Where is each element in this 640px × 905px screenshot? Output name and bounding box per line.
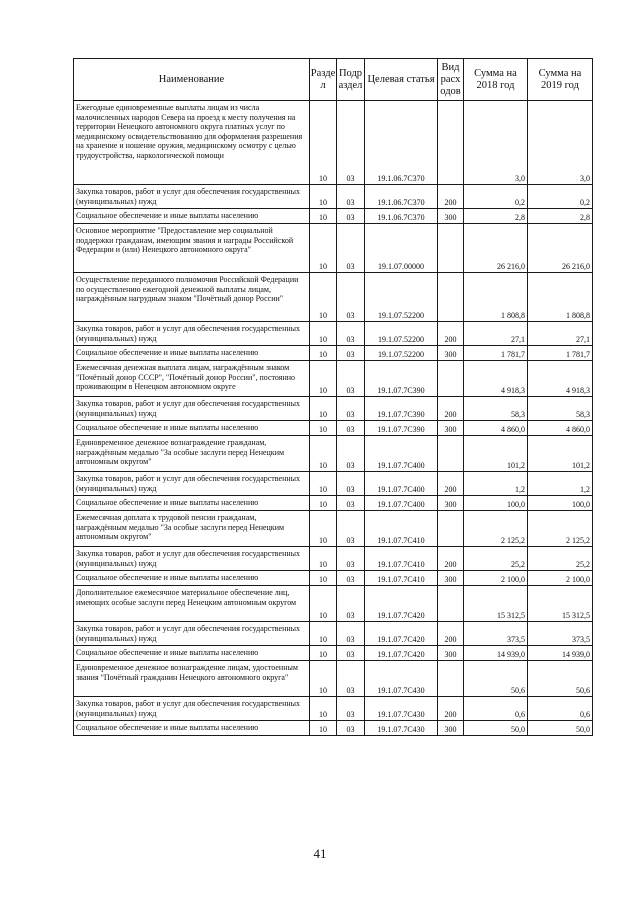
row-name-text: Осуществление переданного полномочия Российской Федерации по осуществлению ежегодной денежной выплаты лицам, награждённым нагрудным знаком "Почётный донор России" — [76, 275, 299, 303]
header-section: Разде л — [310, 59, 337, 101]
row-sum-2019: 373,5 — [528, 622, 593, 646]
table-row — [74, 697, 593, 721]
table-header-row — [74, 59, 593, 101]
row-sum-2019: 26 216,0 — [528, 224, 593, 273]
row-target: 19.1.07.7С390 — [365, 397, 438, 421]
row-sum-2019: 0,2 — [528, 185, 593, 209]
row-sum-2018: 101,2 — [464, 436, 528, 472]
table-row — [74, 346, 593, 361]
row-sum-2019: 3,0 — [528, 101, 593, 185]
header-sum-2019: Сумма на 2019 год — [528, 59, 593, 101]
row-subsection: 03 — [337, 586, 365, 622]
row-name-text: Социальное обеспечение и иные выплаты населению — [76, 211, 259, 220]
row-name — [74, 661, 310, 697]
row-target: 19.1.07.7С420 — [365, 622, 438, 646]
row-section: 10 — [310, 397, 337, 421]
header-sum-2018: Сумма на 2018 год — [464, 59, 528, 101]
row-subsection: 03 — [337, 421, 365, 436]
row-sum-2018: 373,5 — [464, 622, 528, 646]
row-name-text: Закупка товаров, работ и услуг для обеспечения государственных (муниципальных) нужд — [76, 399, 301, 418]
table-row — [74, 547, 593, 571]
row-target: 19.1.07.7С400 — [365, 472, 438, 496]
row-sum-2018: 26 216,0 — [464, 224, 528, 273]
table-row — [74, 397, 593, 421]
row-expense-type — [438, 361, 464, 397]
row-sum-2018: 1 781,7 — [464, 346, 528, 361]
table-row — [74, 571, 593, 586]
row-section: 10 — [310, 571, 337, 586]
row-subsection: 03 — [337, 224, 365, 273]
row-name-text: Закупка товаров, работ и услуг для обеспечения государственных (муниципальных) нужд — [76, 324, 301, 343]
row-sum-2018: 1 808,8 — [464, 273, 528, 322]
row-sum-2018: 1,2 — [464, 472, 528, 496]
row-target: 19.1.07.7С410 — [365, 571, 438, 586]
row-target: 19.1.07.7С390 — [365, 361, 438, 397]
row-expense-type: 200 — [438, 622, 464, 646]
row-name-text: Закупка товаров, работ и услуг для обеспечения государственных (муниципальных) нужд — [76, 624, 301, 643]
table-row — [74, 646, 593, 661]
row-sum-2019: 4 860,0 — [528, 421, 593, 436]
row-sum-2018: 3,0 — [464, 101, 528, 185]
row-name-text: Социальное обеспечение и иные выплаты населению — [76, 573, 259, 582]
row-name-text: Социальное обеспечение и иные выплаты населению — [76, 723, 259, 732]
row-subsection: 03 — [337, 436, 365, 472]
row-name — [74, 622, 310, 646]
row-sum-2019: 58,3 — [528, 397, 593, 421]
row-subsection: 03 — [337, 209, 365, 224]
row-section: 10 — [310, 101, 337, 185]
row-expense-type — [438, 511, 464, 547]
row-sum-2019: 0,6 — [528, 697, 593, 721]
row-expense-type — [438, 224, 464, 273]
table-row — [74, 586, 593, 622]
row-sum-2018: 4 860,0 — [464, 421, 528, 436]
row-name-text: Ежемесячная денежная выплата лицам, награждённым знаком "Почётный донор СССР", "Почётный донор России", постоянно проживающим в Ненецком автономном округе — [76, 363, 296, 391]
row-expense-type: 300 — [438, 496, 464, 511]
row-sum-2018: 50,0 — [464, 721, 528, 736]
row-sum-2019: 2 100,0 — [528, 571, 593, 586]
row-target: 19.1.07.7С400 — [365, 496, 438, 511]
row-subsection: 03 — [337, 661, 365, 697]
row-target: 19.1.07.7С430 — [365, 697, 438, 721]
row-subsection: 03 — [337, 547, 365, 571]
table-row — [74, 322, 593, 346]
row-section: 10 — [310, 436, 337, 472]
row-sum-2019: 4 918,3 — [528, 361, 593, 397]
row-name-text: Социальное обеспечение и иные выплаты населению — [76, 498, 259, 507]
row-subsection: 03 — [337, 697, 365, 721]
table-row — [74, 511, 593, 547]
row-section: 10 — [310, 586, 337, 622]
row-name — [74, 346, 310, 361]
row-section: 10 — [310, 472, 337, 496]
row-expense-type: 300 — [438, 346, 464, 361]
row-sum-2019: 2 125,2 — [528, 511, 593, 547]
row-sum-2019: 25,2 — [528, 547, 593, 571]
table-row — [74, 421, 593, 436]
row-expense-type: 200 — [438, 397, 464, 421]
row-name — [74, 646, 310, 661]
row-sum-2019: 50,0 — [528, 721, 593, 736]
row-section: 10 — [310, 361, 337, 397]
row-name — [74, 185, 310, 209]
row-name-text: Единовременное денежное вознаграждение лицам, удостоенным звания "Почётный гражданин Ненецкого автономного округа" — [76, 663, 298, 682]
row-target: 19.1.06.7С370 — [365, 101, 438, 185]
page-number: 41 — [313, 846, 327, 861]
row-target: 19.1.07.7С410 — [365, 547, 438, 571]
row-target: 19.1.07.7С410 — [365, 511, 438, 547]
row-target: 19.1.07.7С430 — [365, 661, 438, 697]
table-row — [74, 661, 593, 697]
row-name — [74, 361, 310, 397]
row-sum-2018: 15 312,5 — [464, 586, 528, 622]
row-expense-type: 300 — [438, 571, 464, 586]
row-target: 19.1.07.00000 — [365, 224, 438, 273]
row-subsection: 03 — [337, 622, 365, 646]
row-sum-2019: 14 939,0 — [528, 646, 593, 661]
row-expense-type: 200 — [438, 322, 464, 346]
row-name — [74, 511, 310, 547]
row-name-text: Единовременное денежное вознаграждение гражданам, награждённым медалью "За особые заслуги перед Ненецким автономным округом" — [76, 438, 285, 466]
row-name-text: Закупка товаров, работ и услуг для обеспечения государственных (муниципальных) нужд — [76, 187, 301, 206]
row-section: 10 — [310, 224, 337, 273]
row-name — [74, 721, 310, 736]
row-expense-type: 200 — [438, 697, 464, 721]
row-sum-2018: 14 939,0 — [464, 646, 528, 661]
row-subsection: 03 — [337, 571, 365, 586]
row-sum-2019: 1 781,7 — [528, 346, 593, 361]
row-expense-type — [438, 661, 464, 697]
row-sum-2018: 25,2 — [464, 547, 528, 571]
row-target: 19.1.07.7С420 — [365, 646, 438, 661]
row-name-text: Дополнительное ежемесячное материальное обеспечение лиц, имеющих особые заслуги перед Ненецким автономным округом — [76, 588, 297, 607]
row-name — [74, 496, 310, 511]
row-name — [74, 273, 310, 322]
row-name-text: Закупка товаров, работ и услуг для обеспечения государственных (муниципальных) нужд — [76, 699, 301, 718]
row-name — [74, 209, 310, 224]
row-subsection: 03 — [337, 361, 365, 397]
budget-table — [73, 58, 593, 736]
row-sum-2019: 27,1 — [528, 322, 593, 346]
row-name-text: Социальное обеспечение и иные выплаты населению — [76, 648, 259, 657]
row-sum-2018: 0,2 — [464, 185, 528, 209]
table-row — [74, 496, 593, 511]
row-sum-2018: 4 918,3 — [464, 361, 528, 397]
row-target: 19.1.07.52200 — [365, 322, 438, 346]
row-target: 19.1.07.7С430 — [365, 721, 438, 736]
row-expense-type: 300 — [438, 209, 464, 224]
row-expense-type: 200 — [438, 185, 464, 209]
row-sum-2019: 15 312,5 — [528, 586, 593, 622]
row-target: 19.1.07.7С390 — [365, 421, 438, 436]
row-name — [74, 322, 310, 346]
row-name — [74, 224, 310, 273]
header-expense-type: Вид расх одов — [438, 59, 464, 101]
row-expense-type: 300 — [438, 421, 464, 436]
row-name — [74, 547, 310, 571]
row-section: 10 — [310, 547, 337, 571]
row-expense-type: 300 — [438, 721, 464, 736]
table-row — [74, 622, 593, 646]
row-target: 19.1.07.7С400 — [365, 436, 438, 472]
row-target: 19.1.07.52200 — [365, 273, 438, 322]
row-expense-type: 200 — [438, 547, 464, 571]
row-sum-2019: 101,2 — [528, 436, 593, 472]
row-name-text: Основное мероприятие "Предоставление мер социальной поддержки гражданам, имеющим звания и награды Российской Федерации и (или) Ненецкого автономного округа" — [76, 226, 294, 254]
row-subsection: 03 — [337, 397, 365, 421]
row-name — [74, 101, 310, 185]
row-target: 19.1.07.7С420 — [365, 586, 438, 622]
row-target: 19.1.06.7С370 — [365, 185, 438, 209]
row-sum-2018: 58,3 — [464, 397, 528, 421]
row-expense-type — [438, 273, 464, 322]
table-row — [74, 721, 593, 736]
row-section: 10 — [310, 346, 337, 361]
row-sum-2018: 0,6 — [464, 697, 528, 721]
row-expense-type — [438, 586, 464, 622]
row-section: 10 — [310, 421, 337, 436]
row-section: 10 — [310, 622, 337, 646]
row-expense-type — [438, 436, 464, 472]
table-row — [74, 472, 593, 496]
row-section: 10 — [310, 496, 337, 511]
row-expense-type — [438, 101, 464, 185]
row-sum-2019: 100,0 — [528, 496, 593, 511]
row-section: 10 — [310, 697, 337, 721]
row-subsection: 03 — [337, 322, 365, 346]
row-name — [74, 571, 310, 586]
table-row — [74, 209, 593, 224]
row-sum-2018: 2 125,2 — [464, 511, 528, 547]
row-target: 19.1.06.7С370 — [365, 209, 438, 224]
row-name — [74, 586, 310, 622]
table-row — [74, 273, 593, 322]
row-section: 10 — [310, 209, 337, 224]
row-section: 10 — [310, 273, 337, 322]
row-subsection: 03 — [337, 511, 365, 547]
table-row — [74, 224, 593, 273]
budget-table-container — [73, 58, 592, 736]
row-sum-2019: 50,6 — [528, 661, 593, 697]
row-section: 10 — [310, 661, 337, 697]
row-name — [74, 397, 310, 421]
row-name-text: Социальное обеспечение и иные выплаты населению — [76, 348, 259, 357]
row-name-text: Закупка товаров, работ и услуг для обеспечения государственных (муниципальных) нужд — [76, 549, 301, 568]
row-name-text: Ежегодные единовременные выплаты лицам из числа малочисленных народов Севера на проезд к месту получения на территории Ненецкого автономного округа платных услуг по медицинскому освидетельствованию для оформления разрешения на хранение и ношение оружия, медицинскому осмотру с целью трудоустройства, наркологической помощи — [76, 103, 303, 160]
row-sum-2018: 2 100,0 — [464, 571, 528, 586]
row-subsection: 03 — [337, 346, 365, 361]
row-name — [74, 697, 310, 721]
row-subsection: 03 — [337, 472, 365, 496]
header-target: Целевая статья — [365, 59, 438, 101]
row-name-text: Социальное обеспечение и иные выплаты населению — [76, 423, 259, 432]
row-name — [74, 436, 310, 472]
row-subsection: 03 — [337, 646, 365, 661]
row-sum-2019: 1 808,8 — [528, 273, 593, 322]
table-row — [74, 185, 593, 209]
row-section: 10 — [310, 511, 337, 547]
row-section: 10 — [310, 185, 337, 209]
table-row — [74, 361, 593, 397]
row-sum-2018: 100,0 — [464, 496, 528, 511]
row-sum-2019: 1,2 — [528, 472, 593, 496]
table-row — [74, 436, 593, 472]
row-subsection: 03 — [337, 496, 365, 511]
table-body — [74, 101, 593, 736]
row-sum-2018: 2,8 — [464, 209, 528, 224]
row-section: 10 — [310, 721, 337, 736]
row-sum-2019: 2,8 — [528, 209, 593, 224]
row-section: 10 — [310, 322, 337, 346]
row-section: 10 — [310, 646, 337, 661]
row-subsection: 03 — [337, 273, 365, 322]
row-sum-2018: 27,1 — [464, 322, 528, 346]
row-expense-type: 200 — [438, 472, 464, 496]
row-target: 19.1.07.52200 — [365, 346, 438, 361]
row-name — [74, 472, 310, 496]
row-name-text: Ежемесячная доплата к трудовой пенсии гражданам, награждённым медалью "За особые заслуги перед Ненецким автономным округом" — [76, 513, 285, 541]
row-subsection: 03 — [337, 185, 365, 209]
row-name-text: Закупка товаров, работ и услуг для обеспечения государственных (муниципальных) нужд — [76, 474, 301, 493]
row-subsection: 03 — [337, 101, 365, 185]
row-subsection: 03 — [337, 721, 365, 736]
header-subsection: Подр аздел — [337, 59, 365, 101]
row-expense-type: 300 — [438, 646, 464, 661]
row-sum-2018: 50,6 — [464, 661, 528, 697]
header-name: Наименование — [74, 59, 310, 101]
table-row — [74, 101, 593, 185]
row-name — [74, 421, 310, 436]
